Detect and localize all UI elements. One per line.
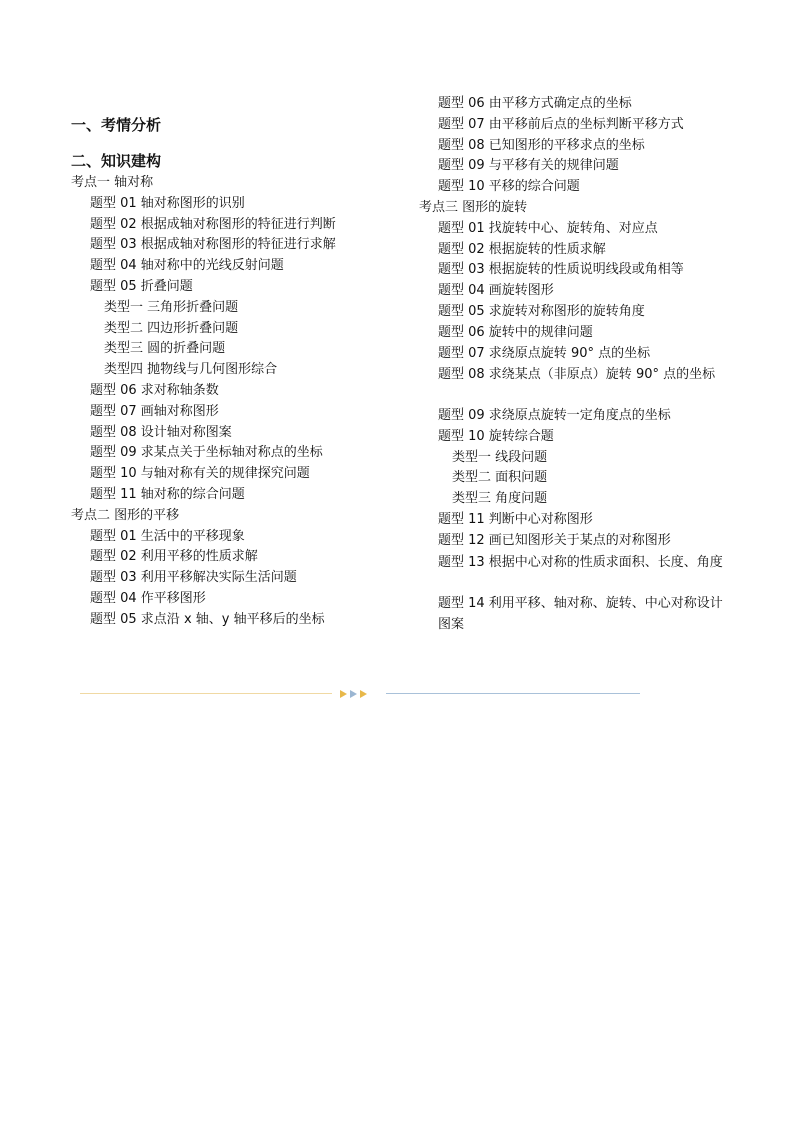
question-type-item: 题型 04 作平移图形 [90, 591, 206, 606]
question-type-item: 题型 02 利用平移的性质求解 [90, 549, 258, 565]
question-type-item: 题型 09 求绕原点旋转一定角度点的坐标 [438, 407, 671, 423]
question-type-item: 题型 12 画已知图形关于某点的对称图形 [438, 532, 671, 548]
question-type-item: 题型 03 根据成轴对称图形的特征进行求解 [90, 237, 336, 253]
question-type-item: 题型 08 已知图形的平移求点的坐标 [438, 137, 645, 153]
question-type-item: 题型 10 平移的综合问题 [438, 179, 580, 195]
question-type-item: 题型 11 判断中心对称图形 [438, 511, 593, 527]
question-type-item: 题型 10 旋转综合题 [438, 428, 554, 444]
question-type-item: 题型 06 求对称轴条数 [90, 383, 219, 398]
divider-line-right [386, 693, 640, 694]
question-type-item: 题型 09 求某点关于坐标轴对称点的坐标 [90, 445, 323, 461]
question-type-item: 题型 09 与平移有关的规律问题 [438, 158, 619, 174]
question-type-item: 题型 07 求绕原点旋转 90° 点的坐标 [438, 345, 651, 361]
question-type-item: 题型 07 由平移前后点的坐标判断平移方式 [438, 116, 684, 132]
question-type-item: 题型 06 由平移方式确定点的坐标 [438, 96, 632, 111]
question-type-item: 题型 01 轴对称图形的识别 [90, 195, 245, 211]
question-type-item: 题型 04 轴对称中的光线反射问题 [90, 258, 284, 274]
question-type-item: 题型 02 根据旋转的性质求解 [438, 241, 606, 257]
section-divider [80, 686, 640, 702]
subtype-item: 类型二 四边形折叠问题 [104, 320, 239, 336]
question-type-item: 题型 13 根据中心对称的性质求面积、长度、角度 [438, 554, 723, 570]
exam-point-heading: 考点二 图形的平移 [71, 507, 180, 523]
question-type-item: 题型 10 与轴对称有关的规律探究问题 [90, 466, 310, 482]
subtype-item: 类型三 圆的折叠问题 [104, 341, 226, 357]
question-type-item: 题型 08 求绕某点（非原点）旋转 90° 点的坐标 [438, 367, 716, 383]
subtype-item: 类型一 线段问题 [452, 449, 548, 465]
triple-arrow-icon [338, 686, 372, 702]
question-type-item: 题型 11 轴对称的综合问题 [90, 487, 245, 502]
question-type-item: 题型 01 找旋转中心、旋转角、对应点 [438, 220, 658, 236]
question-type-item: 题型 06 旋转中的规律问题 [438, 324, 593, 340]
section-heading-analysis: 一、考情分析 [71, 116, 162, 134]
question-type-item: 题型 07 画轴对称图形 [90, 403, 219, 419]
exam-point-heading: 考点一 轴对称 [71, 175, 154, 190]
question-type-item: 题型 03 根据旋转的性质说明线段或角相等 [438, 262, 684, 278]
question-type-item: 题型 05 折叠问题 [90, 279, 193, 294]
question-type-item: 题型 05 求点沿 x 轴、y 轴平移后的坐标 [90, 611, 325, 627]
subtype-item: 类型一 三角形折叠问题 [104, 299, 239, 315]
question-type-item: 题型 03 利用平移解决实际生活问题 [90, 570, 297, 586]
question-type-item: 题型 14 利用平移、轴对称、旋转、中心对称设计图案 [438, 596, 723, 632]
divider-line-left [80, 693, 332, 694]
subtype-item: 类型四 抛物线与几何图形综合 [104, 362, 278, 378]
question-type-item: 题型 01 生活中的平移现象 [90, 528, 245, 544]
question-type-item: 题型 08 设计轴对称图案 [90, 424, 232, 440]
exam-point-heading: 考点三 图形的旋转 [419, 200, 528, 215]
section-heading-structure: 二、知识建构 [71, 152, 162, 170]
question-type-item: 题型 05 求旋转对称图形的旋转角度 [438, 304, 645, 319]
question-type-item: 题型 02 根据成轴对称图形的特征进行判断 [90, 216, 336, 232]
question-type-item: 题型 04 画旋转图形 [438, 283, 554, 299]
subtype-item: 类型二 面积问题 [452, 470, 548, 486]
subtype-item: 类型三 角度问题 [452, 491, 548, 507]
